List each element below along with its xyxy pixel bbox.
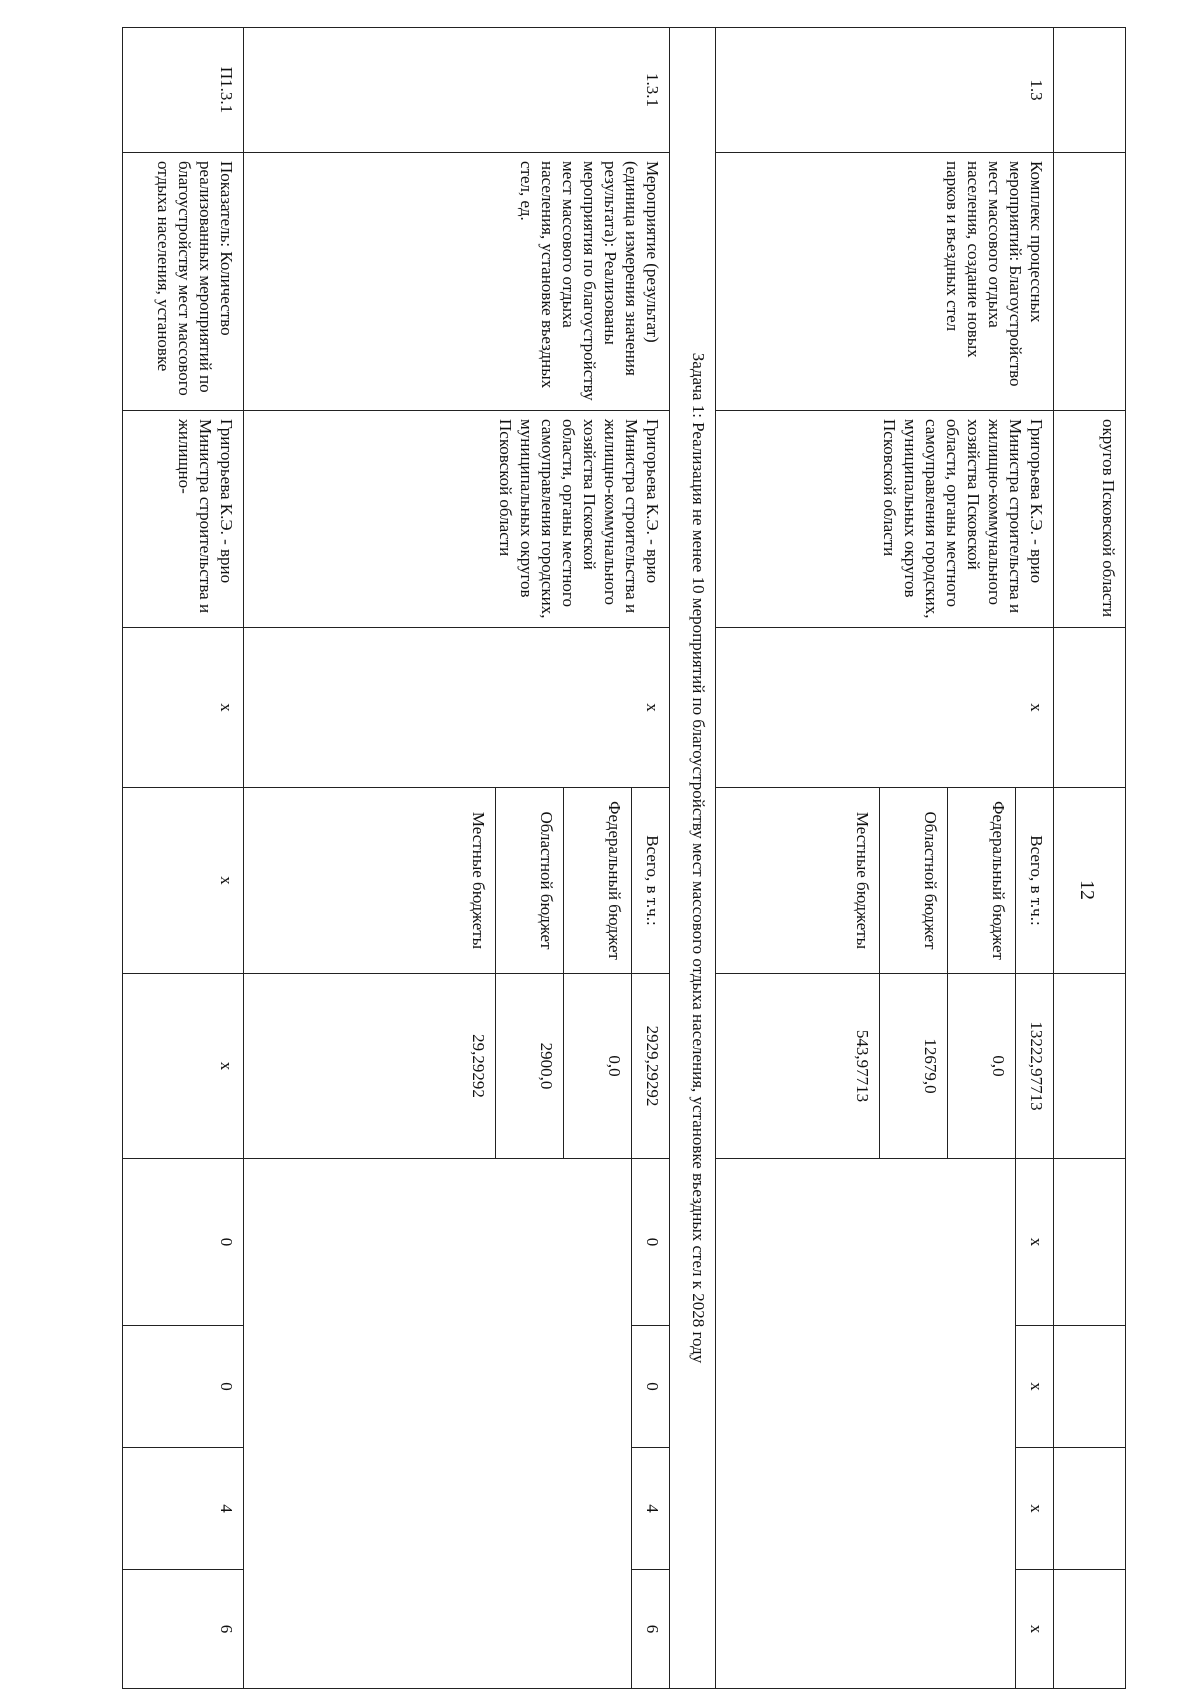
year-value: x — [1016, 1448, 1053, 1570]
year-value: 0 — [632, 1159, 669, 1326]
indicator-source: x — [123, 788, 244, 974]
source-label: Федеральный бюджет — [948, 788, 1016, 974]
source-label: Местные бюджеты — [715, 788, 880, 974]
source-label: Всего, в т.ч.: — [632, 788, 669, 974]
amount-value: 0,0 — [564, 974, 632, 1159]
amount-value: 2929,29292 — [632, 974, 669, 1159]
year-value: 6 — [123, 1570, 244, 1689]
amount-value: 12679,0 — [880, 974, 948, 1159]
amount-value: 0,0 — [948, 974, 1016, 1159]
year-value: 4 — [632, 1448, 669, 1570]
source-label: Местные бюджеты — [243, 788, 495, 974]
source-label: Областной бюджет — [880, 788, 948, 974]
source-label: Областной бюджет — [496, 788, 564, 974]
table-row-complex — [1016, 28, 1053, 1689]
indicator-number: П1.3.1 — [123, 28, 244, 153]
event-number: 1.3.1 — [243, 28, 669, 153]
indicator-responsible: Григорьева К.Э. - врио Министра строительства и жилищно- — [123, 411, 244, 628]
event-responsible: Григорьева К.Э. - врио Министра строительства и жилищно-коммунального хозяйства Псковской области, органы местного самоуправления городских, муниципальных округов Псковской области — [243, 411, 669, 628]
page-number: 12 — [1076, 880, 1098, 900]
complex-mark: x — [715, 628, 1053, 788]
year-value: 0 — [123, 1326, 244, 1448]
indicator-mark: x — [123, 628, 244, 788]
task-text: Задача 1: Реализация не менее 10 мероприятий по благоустройству мест массового отдыха населения, установке въездных стел к 2028 году — [669, 28, 715, 1689]
year-value: x — [1016, 1159, 1053, 1326]
responsible-cell: округов Псковской области — [1053, 411, 1125, 628]
complex-title: Комплекс процессных мероприятий: Благоустройство мест массового отдыха населения, создание новых парков и въездных стел — [715, 153, 1053, 411]
amount-value: 29,29292 — [243, 974, 495, 1159]
year-value: x — [1016, 1326, 1053, 1448]
complex-number: 1.3 — [715, 28, 1053, 153]
event-mark: x — [243, 628, 669, 788]
plan-table — [122, 27, 1126, 1689]
amount-value: 13222,97713 — [1016, 974, 1053, 1159]
rotated-sheet — [122, 27, 1126, 1688]
table-row-task — [669, 28, 715, 1689]
amount-value: 543,97713 — [715, 974, 880, 1159]
year-value: 0 — [632, 1326, 669, 1448]
source-label: Федеральный бюджет — [564, 788, 632, 974]
year-value: 0 — [123, 1159, 244, 1326]
complex-responsible: Григорьева К.Э. - врио Министра строительства и жилищно-коммунального хозяйства Псковской области, органы местного самоуправления городских, муниципальных округов Псковской области — [715, 411, 1053, 628]
table-row-top — [1053, 28, 1125, 1689]
event-title: Мероприятие (результат) (единица измерения значения результата): Реализованы мероприятия по благоустройству мест массового отдыха населения, установке въездных стел, ед. — [243, 153, 669, 411]
year-value: x — [1016, 1570, 1053, 1689]
year-value: 4 — [123, 1448, 244, 1570]
amount-value: 2900,0 — [496, 974, 564, 1159]
table-row-event — [632, 28, 669, 1689]
year-value: 6 — [632, 1570, 669, 1689]
source-label: Всего, в т.ч.: — [1016, 788, 1053, 974]
indicator-amount: x — [123, 974, 244, 1159]
table-row-indicator — [123, 28, 244, 1689]
indicator-title: Показатель: Количество реализованных мероприятий по благоустройству мест массового отдыха населения, установке — [123, 153, 244, 411]
